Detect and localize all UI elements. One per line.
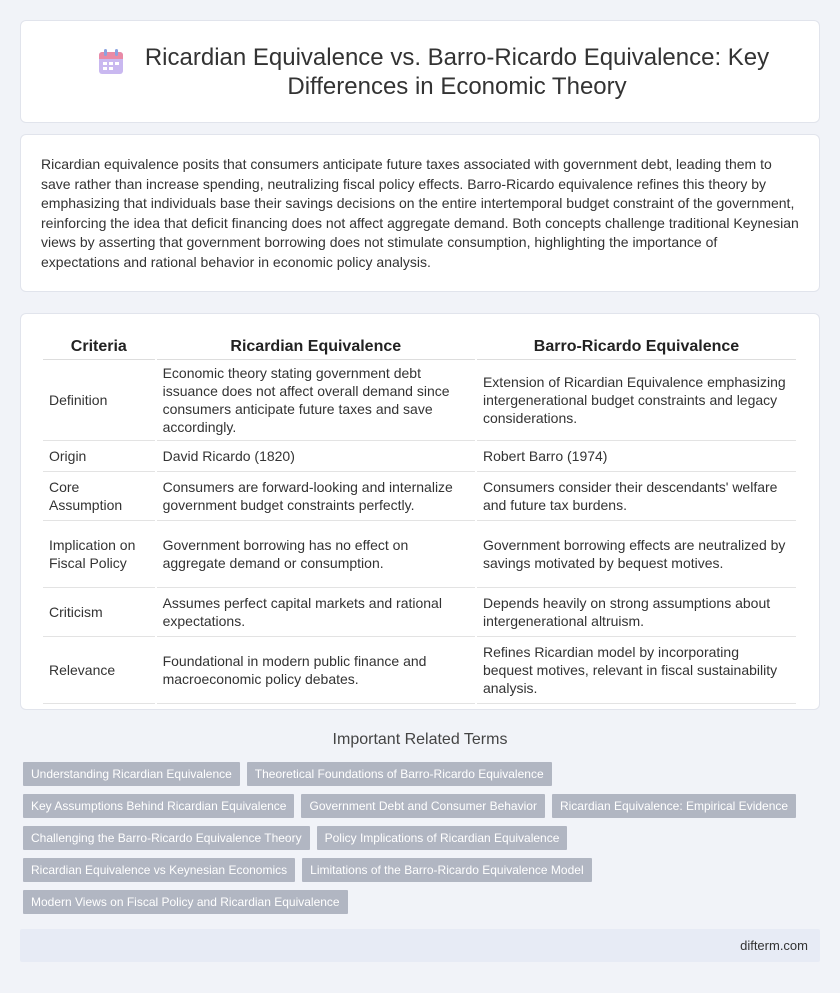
header-barro-ricardo: Barro-Ricardo Equivalence <box>477 332 796 360</box>
header-ricardian: Ricardian Equivalence <box>157 332 475 360</box>
page-title: Ricardian Equivalence vs. Barro-Ricardo Equivalence: Key Differences in Economic Theory <box>144 43 770 100</box>
related-term-link[interactable]: Modern Views on Fiscal Policy and Ricardian Equivalence <box>23 890 348 914</box>
site-link[interactable]: difterm.com <box>740 938 808 953</box>
criteria-cell: Definition <box>43 360 155 441</box>
title-wrap <box>90 43 770 101</box>
related-terms-list <box>23 762 813 922</box>
comparison-table <box>41 332 798 704</box>
table-row <box>43 472 796 521</box>
ricardian-cell: Economic theory stating government debt issuance does not affect overall demand since consumers anticipate future taxes and save accordingly. <box>157 360 475 441</box>
ricardian-cell: Consumers are forward-looking and internalize government budget constraints perfectly. <box>157 472 475 521</box>
related-term-link[interactable]: Challenging the Barro-Ricardo Equivalence Theory <box>23 826 310 850</box>
barro-ricardo-cell: Extension of Ricardian Equivalence emphasizing intergenerational budget constraints and legacy considerations. <box>477 360 796 441</box>
header-criteria: Criteria <box>43 332 155 360</box>
tag-row <box>23 826 813 850</box>
related-term-link[interactable]: Government Debt and Consumer Behavior <box>301 794 544 818</box>
calendar-icon <box>96 47 126 77</box>
tag-row <box>23 858 813 882</box>
comparison-card <box>20 313 820 710</box>
footer <box>20 929 820 962</box>
barro-ricardo-cell: Government borrowing effects are neutralized by savings motivated by bequest motives. <box>477 521 796 588</box>
related-terms-heading: Important Related Terms <box>332 731 508 748</box>
criteria-cell: Relevance <box>43 637 155 704</box>
intro-card <box>20 134 820 292</box>
table-row <box>43 521 796 588</box>
ricardian-cell: Foundational in modern public finance and macroeconomic policy debates. <box>157 637 475 704</box>
table-row <box>43 441 796 472</box>
ricardian-cell: Assumes perfect capital markets and rational expectations. <box>157 588 475 637</box>
criteria-cell: Implication on Fiscal Policy <box>43 521 155 588</box>
related-term-link[interactable]: Ricardian Equivalence vs Keynesian Economics <box>23 858 295 882</box>
related-term-link[interactable]: Theoretical Foundations of Barro-Ricardo Equivalence <box>247 762 552 786</box>
related-term-link[interactable]: Understanding Ricardian Equivalence <box>23 762 240 786</box>
criteria-cell: Criticism <box>43 588 155 637</box>
criteria-cell: Core Assumption <box>43 472 155 521</box>
table-row <box>43 637 796 704</box>
table-header-row <box>43 332 796 360</box>
tag-row <box>23 890 813 914</box>
ricardian-cell: Government borrowing has no effect on aggregate demand or consumption. <box>157 521 475 588</box>
barro-ricardo-cell: Refines Ricardian model by incorporating bequest motives, relevant in fiscal sustainability analysis. <box>477 637 796 704</box>
title-card <box>20 20 820 123</box>
criteria-cell: Origin <box>43 441 155 472</box>
intro-paragraph: Ricardian equivalence posits that consumers anticipate future taxes associated with government debt, leading them to save rather than increase spending, neutralizing fiscal policy effects. Barro-Ricardo equivalence refines this theory by emphasizing that individuals base their savings decisions on the entire intertemporal budget constraint of the government, reinforcing the idea that deficit financing does not affect aggregate demand. Both concepts challenge traditional Keynesian views by asserting that government borrowing does not stimulate consumption, highlighting the importance of expectations and rational behavior in economic policy analysis. <box>41 156 799 270</box>
table-row <box>43 360 796 441</box>
tag-row <box>23 762 813 786</box>
tag-row <box>23 794 813 818</box>
barro-ricardo-cell: Depends heavily on strong assumptions about intergenerational altruism. <box>477 588 796 637</box>
barro-ricardo-cell: Consumers consider their descendants' welfare and future tax burdens. <box>477 472 796 521</box>
ricardian-cell: David Ricardo (1820) <box>157 441 475 472</box>
related-term-link[interactable]: Key Assumptions Behind Ricardian Equivalence <box>23 794 294 818</box>
related-term-link[interactable]: Policy Implications of Ricardian Equivalence <box>317 826 568 850</box>
related-term-link[interactable]: Ricardian Equivalence: Empirical Evidence <box>552 794 796 818</box>
related-term-link[interactable]: Limitations of the Barro-Ricardo Equivalence Model <box>302 858 591 882</box>
table-row <box>43 588 796 637</box>
barro-ricardo-cell: Robert Barro (1974) <box>477 441 796 472</box>
